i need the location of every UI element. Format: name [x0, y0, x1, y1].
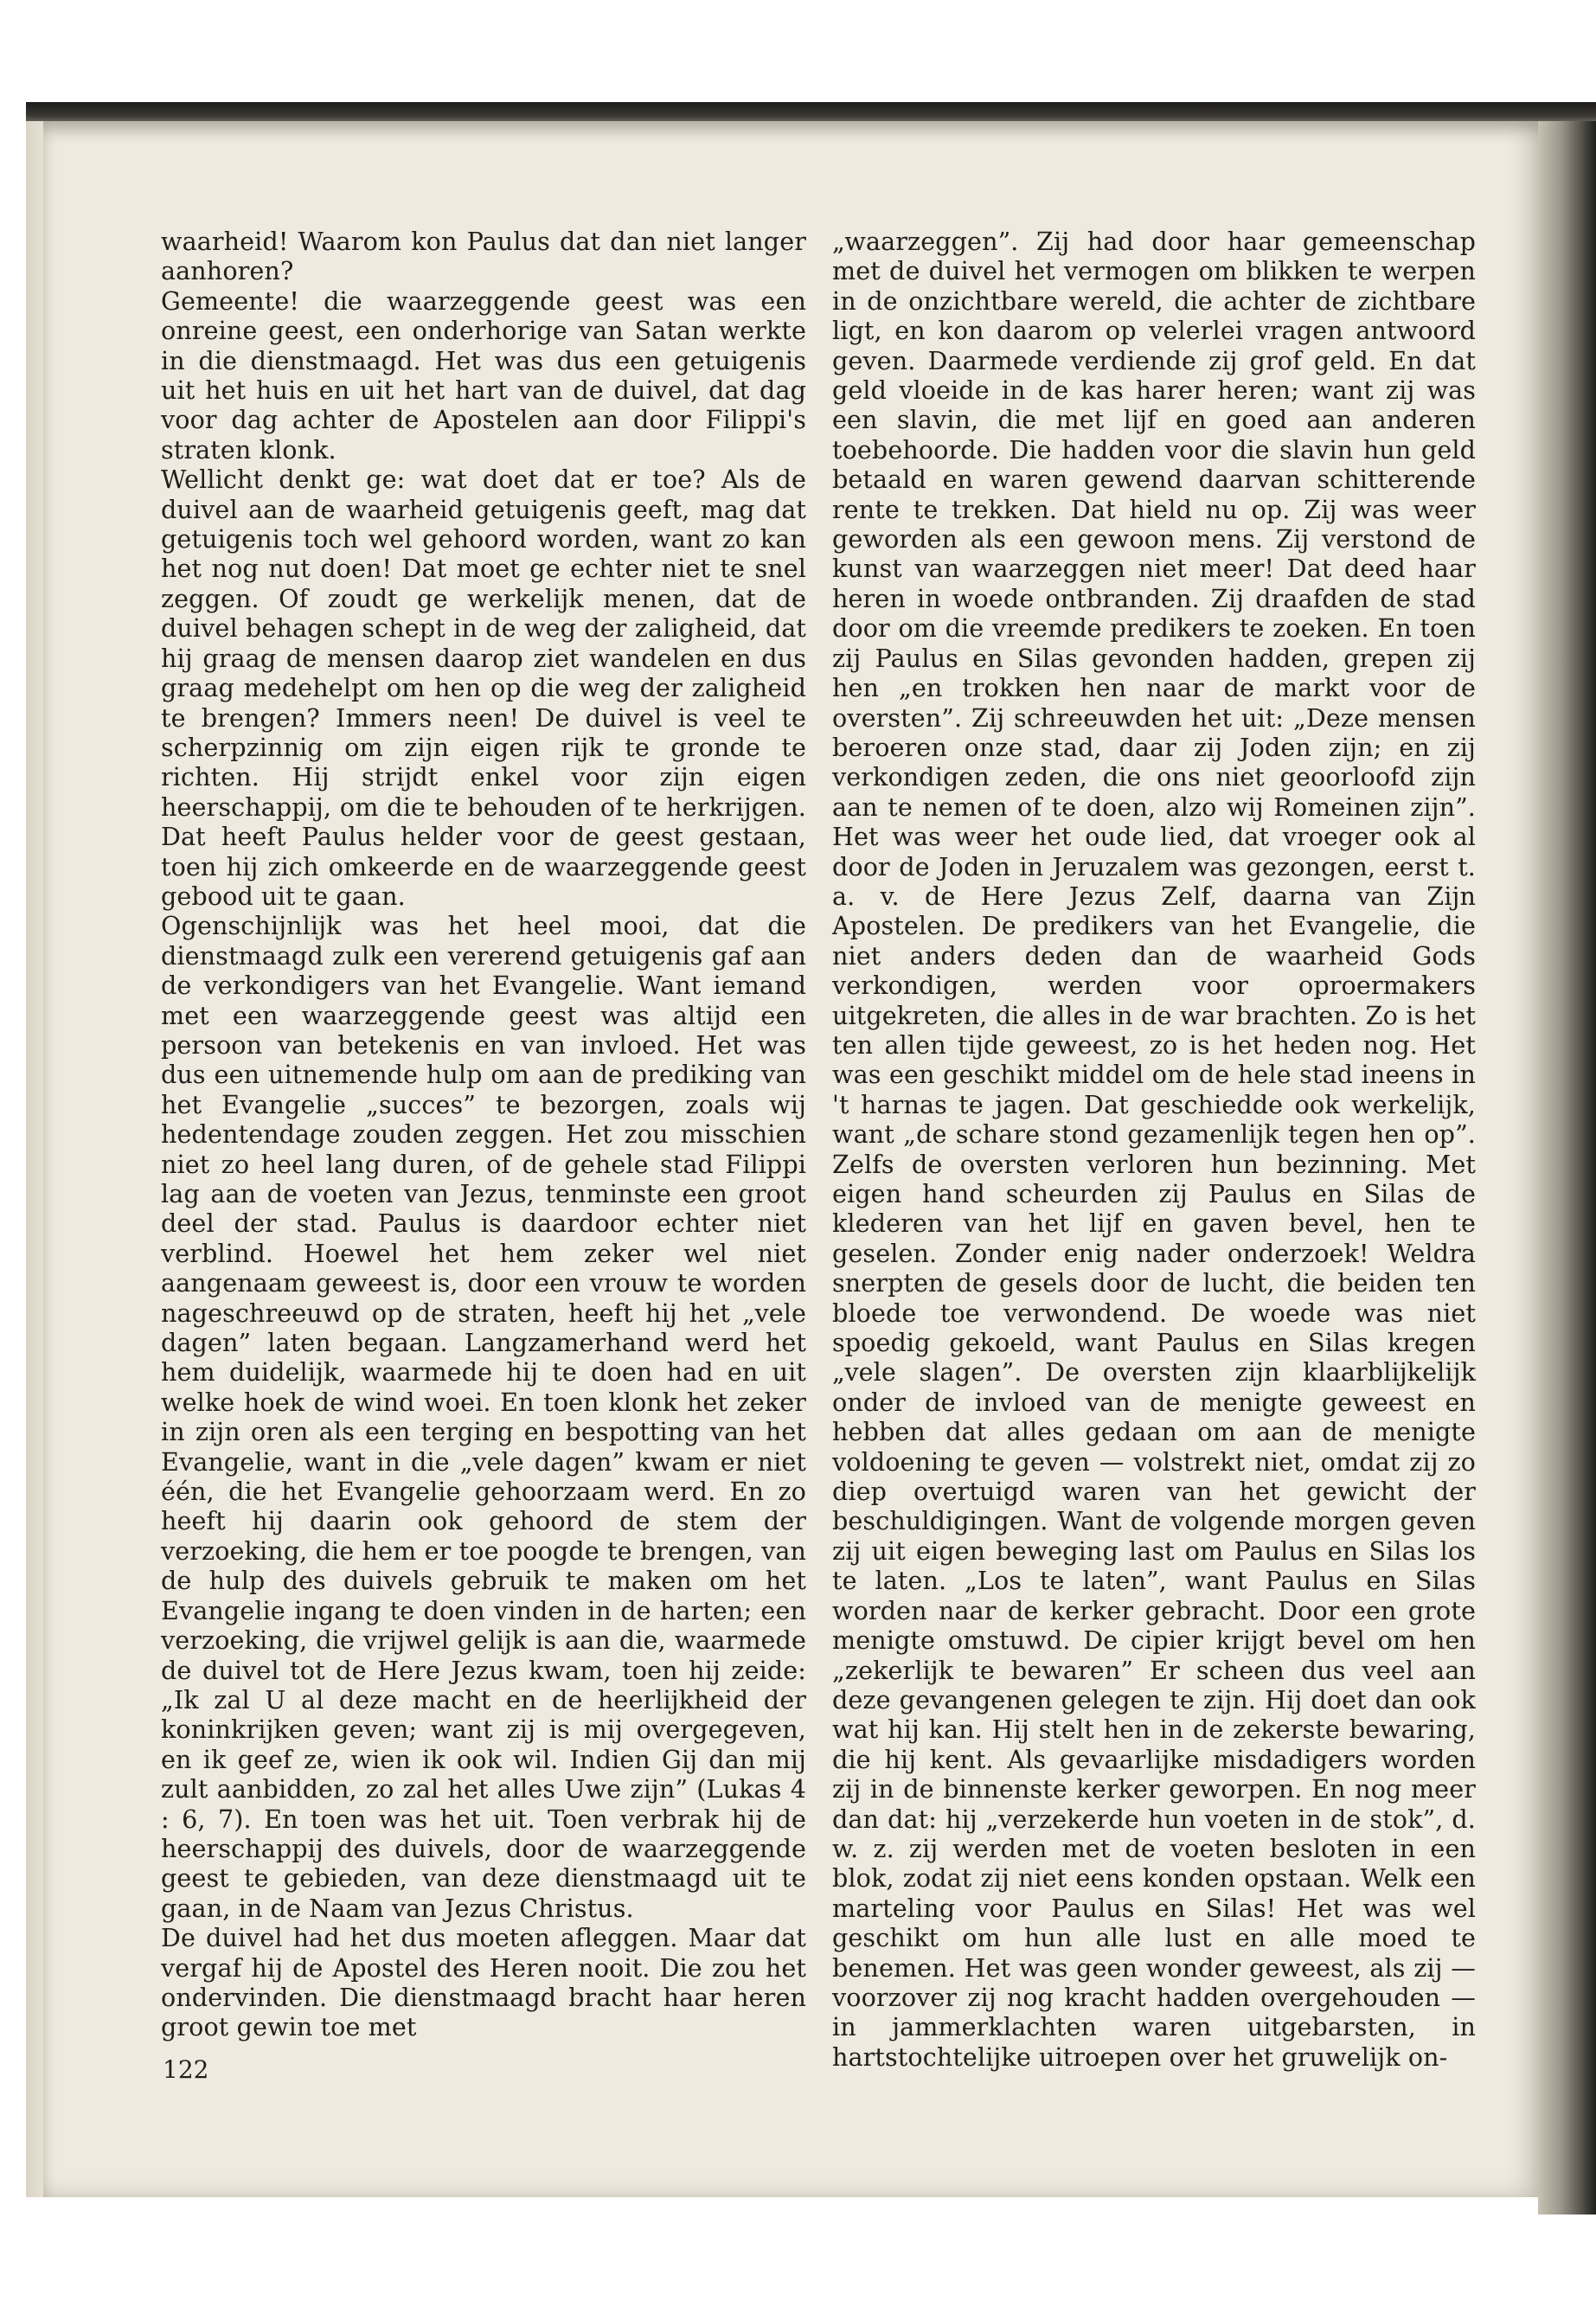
right-text-column: „waarzeggen”. Zij had door haar gemeenschap met de duivel het vermogen om blikken te werpen in de onzichtbare wereld, die achter de zichtbare ligt, en kon daarom op velerlei vragen antwoord geven. Daarmede verdiende zij grof geld. En dat geld vloeide in de kas harer heren; want zij was een slavin, die met lijf en goed aan anderen toebehoorde. Die hadden voor die slavin hun geld betaald en waren gewend daarvan schitterende rente te trekken. Dat hield nu op. Zij was weer geworden als een gewoon mens. Zij verstond de kunst van waarzeggen niet meer! Dat deed haar heren in woede ontbranden. Zij draafden de stad door om die vreemde predikers te zoeken. En toen zij Paulus en Silas gevonden hadden, grepen zij hen „en trokken hen naar de markt voor de oversten”. Zij schreeuwden het uit: „Deze mensen beroeren onze stad, daar zij Joden zijn; en zij verkondigen zeden, die ons niet geoorloofd zijn aan te nemen of te doen, alzo wij Romeinen zijn”. Het was weer het oude lied, dat vroeger ook al door de Joden in Jeruzalem was gezongen, eerst t. a. v. de Here Jezus Zelf, daarna van Zijn Apostelen. De predikers van het Evangelie, die niet anders deden dan de waarheid Gods verkondigen, werden voor oproermakers uitgekreten, die alles in de war brachten. Zo is het ten allen tijde geweest, zo is het heden nog. Het was een geschikt middel om de hele stad ineens in 't harnas te jagen. Dat geschiedde ook werkelijk, want „de schare stond gezamenlijk tegen hen op”. Zelfs de oversten verloren hun bezinning. Met eigen hand scheurden zij Paulus en Silas de klederen van het lijf en gaven bevel, hen te geselen. Zonder enig nader onderzoek! Weldra snerpten de gesels door de lucht, die beiden ten bloede toe verwondend. De woede was niet spoedig gekoeld, want Paulus en Silas kregen „vele slagen”. De oversten zijn klaarblijkelijk onder de invloed van de menigte geweest en hebben dat alles gedaan om aan de menigte voldoening te geven — volstrekt niet, omdat zij zo diep overtuigd waren van het gewicht der beschuldigingen. Want de volgende morgen geven zij uit eigen beweging last om Paulus en Silas los te laten. „Los te laten”, want Paulus en Silas worden naar de kerker gebracht. Door een grote menigte omstuwd. De cipier krijgt bevel om hen „zekerlijk te bewaren” Er scheen dus veel aan deze gevangenen gelegen te zijn. Hij doet dan ook wat hij kan. Hij stelt hen in de zekerste bewaring, die hij kent. Als gevaarlijke misdadigers worden zij in de binnenste kerker geworpen. En nog meer dan dat: hij „verzekerde hun voeten in de stok”, d. w. z. zij werden met de voeten besloten in een blok, zodat zij niet eens konden opstaan. Welk een marteling voor Paulus en Silas! Het was wel geschikt om hun alle lust en alle moed te benemen. Het was geen wonder geweest, als zij — voorzover zij nog kracht hadden overgehouden — in jammerklachten waren uitgebarsten, in hartstochtelijke uitroepen over het gruwelijk on-	[832, 227, 1476, 2072]
left-text-column: waarheid! Waarom kon Paulus dat dan niet langer aanhoren? Gemeente! die waarzeggende geest was een onreine geest, een onderhorige van Satan werkte in die dienstmaagd. Het was dus een getuigenis uit het huis en uit het hart van de duivel, dat dag voor dag achter de Apostelen aan door Filippi's straten klonk. Wellicht denkt ge: wat doet dat er toe? Als de duivel aan de waarheid getuigenis geeft, mag dat getuigenis toch wel gehoord worden, want zo kan het nog nut doen! Dat moet ge echter niet te snel zeggen. Of zoudt ge werkelijk menen, dat de duivel behagen schept in de weg der zaligheid, dat hij graag de mensen daarop ziet wandelen en dus graag medehelpt om hen op die weg der zaligheid te brengen? Immers neen! De duivel is veel te scherpzinnig om zijn eigen rijk te gronde te richten. Hij strijdt enkel voor zijn eigen heerschappij, om die te behouden of te herkrijgen. Dat heeft Paulus helder voor de geest gestaan, toen hij zich omkeerde en de waarzeggende geest gebood uit te gaan. Ogenschijnlijk was het heel mooi, dat die dienstmaagd zulk een vererend getuigenis gaf aan de verkondigers van het Evangelie. Want iemand met een waarzeggende geest was altijd een persoon van betekenis en van invloed. Het was dus een uitnemende hulp om aan de prediking van het Evangelie „succes” te bezorgen, zoals wij hedentendage zouden zeggen. Het zou misschien niet zo heel lang duren, of de gehele stad Filippi lag aan de voeten van Jezus, tenminste een groot deel der stad. Paulus is daardoor echter niet verblind. Hoewel het hem zeker wel niet aangenaam geweest is, door een vrouw te worden nageschreeuwd op de straten, heeft hij het „vele dagen” laten begaan. Langzamerhand werd het hem duidelijk, waarmede hij te doen had en uit welke hoek de wind woei. En toen klonk het zeker in zijn oren als een terging en bespotting van het Evangelie, want in die „vele dagen” kwam er niet één, die het Evangelie gehoorzaam werd. En zo heeft hij daarin ook gehoord de stem der verzoeking, die hem er toe poogde te brengen, van de hulp des duivels gebruik te maken om het Evangelie ingang te doen vinden in de harten; een verzoeking, die vrijwel gelijk is aan die, waarmede de duivel tot de Here Jezus kwam, toen hij zeide: „Ik zal U al deze macht en de heerlijkheid der koninkrijken geven; want zij is mij overgegeven, en ik geef ze, wien ik ook wil. Indien Gij dan mij zult aanbidden, zo zal het alles Uwe zijn” (Lukas 4 : 6, 7). En toen was het uit. Toen verbrak hij de heerschappij des duivels, door de waarzeggende geest te gebieden, van deze dienstmaagd uit te gaan, in de Naam van Jezus Christus. De duivel had het dus moeten afleggen. Maar dat vergaf hij de Apostel des Heren nooit. Die zou het ondervinden. Die dienstmaagd bracht haar heren groot gewin toe met	[161, 227, 806, 2042]
page-number: 122	[163, 2055, 209, 2084]
page-right-edge-shadow	[1538, 121, 1596, 2214]
